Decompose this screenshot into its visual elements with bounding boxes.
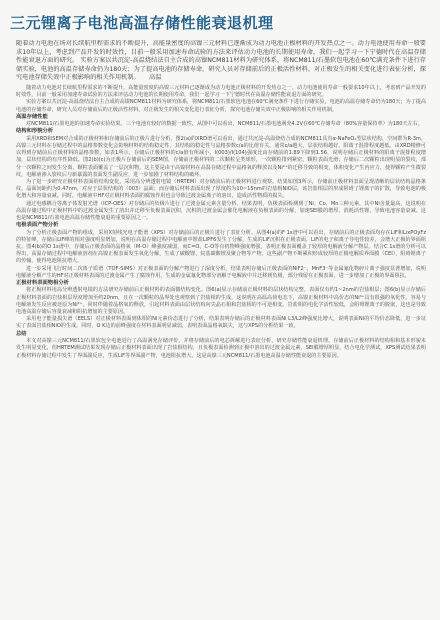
lead-paragraph: 随着动力电池在场对长续航里程需求的不断提升，高能量密度的高镍三元材料已逐渐成为动力电池正极材料的开发热点之一。动力电池使用寿命一般要求10年以上，考虑到产品开发的时效性，目前一般采用加速寿命试验的方法来评估动力电池的长期使用寿命，我们一起学习一下宁德时代在高温存储性能衰退方面的研究。 实验方案以共沉淀-高温烧结法自主合成的高镍NCM811材料为研究体系，将NCM811/石墨软包电池在60℃满充条件下进行存储实验，电池的高温存储寿命仍为180天；为了提高电池的存储寿命，研究人员对存储前后的正极活性材料，对正极发生的相关变化进行表征分析，探究电池存储失效中正极影响的相关作用机制。 高温 — [16, 40, 426, 82]
body-paragraph: 采用XRD和SEM对合成的正极材料和存储前后的正极片进行分析。图2(a)的XRD谱可以看出，通过共沉淀-高温烧结合成的NCM811具有α-NaFeO₂型层状结构，空间群为R-3m。高镍三元材料在存储过程中的晶格参数变化会影响材料的结构稳定性，其结构的稳定性与晶格参数c/a的比值有关。通常c/a越大，层状结构越好，阳离子混排程度越低。由XRD精修可以得到存储前后正极材料的晶格参数，如表1所示，存储后正极材料的c/a值有所减小，I(003)/I(104)强度比由存储前的1.89下降到1.56，说明存储后正极材料的阳离子混排程度增加，层状结构的有序性降低。图2(b)(c)为正极片存储前后的SEM图，存储前正极材料的二次颗粒呈类球形，一次颗粒排列紧密，颗粒表面光滑；存储后二次颗粒出现明显的裂纹，部分一次颗粒之间发生分离，颗粒表面覆盖了一层沉积物。这主要是由于高镍材料在高温存储过程中晶格氧的释放以及Ni²⁺的迁移导致的相变，体积变化产生内应力，使得颗粒产生微裂纹，电解液渗入裂纹后与新暴露的表面发生副反应，进一步加剧了材料结构的破坏。 — [16, 135, 426, 178]
main-section — [16, 85, 426, 360]
section-heading: 电极表面产物分析 — [16, 222, 59, 229]
body-paragraph: 进一步采用飞行时间二次离子质谱（TOF-SIMS）对正极表面的分解产物进行了深度分析，结果表明存储后正极表面的NiF2⁻、MnF3⁻等金属氟化物碎片离子强度显著增加，说明电解液分解产生的HF对正极材料表面的过渡金属产生了腐蚀作用，生成的金属氟化物部分溶解于电解液中并迁移到负极，部分残留在正极表面，进一步增加了正极的界面阻抗。 — [16, 265, 426, 279]
body-paragraph: 为了分析正极表面产物的组成，采用X射线光电子能谱（XPS）对存储前后的正极片进行了表征分析。从图4(a)的F 1s谱中可以看出，存储前后的正极表面均存在LiF和LixPOyFz的特征峰，存储后LiF峰的相对强度明显增加，说明在高温存储过程中电解液中锂盐LiPF6发生了分解，生成的LiF沉积在正极表面，LiF的电子和离子导电性较差，会增大正极的界面阻抗。图4(b)的O 1s谱中，存储后正极表面的晶格氧（M-O）峰强度减弱，而C=O、C-O等有机物峰强度增强，表明正极表面覆盖了较厚的电解液分解产物层。结合C 1s谱的分析可以得出，高温存储过程中电解液溶剂在高镍正极表面发生氧化分解，生成了碳酸锂、烷基碳酸锂及聚合物等产物，这些副产物不断累积形成较厚的正极电解质界面膜（CEI），阻碍锂离子的传输，使得电池阻抗增大。 — [16, 229, 426, 265]
body-paragraph: 通过电感耦合等离子体发射光谱（ICP-OES）对存储后的负极片进行了过渡金属元素含量分析。结果表明，负极表面检测到了Ni、Co、Mn三种元素，其中Ni含量最高，这说明在高温存储过程中正极材料中的过渡金属发生了溶出并迁移至负极表面沉积，沉积的过渡金属会催化电解液在负极表面的分解，加速SEI膜的增厚，消耗活性锂，导致电池容量衰减。这也是NCM811/石墨电池高温存储性能衰退的重要原因之一。 — [16, 200, 426, 222]
section-heading: 总结 — [16, 330, 27, 337]
body-paragraph: 本文对高镍三元NCM811/石墨软包全电池进行了高温满充存储评价，并将存储前后的电芯拆解进行表征分析，研究存储性能衰退机理。存储前后正极材料的结构相和基本形貌未发生明显变化，但HRTEM测试结果发现存储后正极材料表面出现了岩盐相结构，且负极表面检测到正极中溶出的过渡金属元素，SEI膜增厚明显。结合电化学测试，XPS测试结果表明正极材料存储过程中发生了界面副反应，生成LiF等界面副产物，电池阻抗增大，这是高镍三元NCM811/石墨电池高温存储性能衰退的主要原因。 — [16, 338, 426, 359]
body-paragraph: 随着动力电池对长续航里程需求的不断提升，高能量密度的高镍三元材料已逐渐成为动力电池正极材料的开发热点之一。动力电池使用寿命一般要求10年以上，考虑到产品开发的时效性，目前一般采用加速寿命试验的方法来评估动力电池的长期使用寿命，我们一起学习一下宁德时代在高温存储性能衰退方面的研究。 — [16, 84, 426, 99]
lead-section — [16, 40, 426, 83]
body-paragraph: 将正极材料用高分辨透射电镜的方法研究存储前后正极材料的表面微结构变化。图6(a)显示存储前正极材料的层状结构完整，表面仅有约1~2nm的岩盐相层；图6(b)显示存储后正极材料表面的岩盐相层厚度增加至约20nm，且在一次颗粒的晶界处也观察到了岩盐相的生成，这说明在高温高荷电态下，高镍正极材料中高价态的Ni⁴⁺具有很强的氧化性，容易与电解液发生反应被还原为Ni²⁺，同时伴随着晶格氧的释放，引起材料表面由层状结构向尖晶石相和岩盐相的不可逆相变。岩盐相的电化学活性较低，会阻碍锂离子的脱嵌，这也是导致电池高温存储后容量衰减和阻抗增加的主要原因。 — [16, 287, 426, 316]
body-paragraph: 实验方案以共沉淀-高温烧结法自主合成的高镍NCM811材料为研究体系，将NCM811/石墨软包电池在60℃满充条件下进行存储实验，电池的高温存储寿命仍为180天；为了提高电池的存储寿命，研究人员对存储前后的正极活性材料，对正极发生的相关变化进行表征分析，探究电池存储失效中正极影响的相关作用机制。 — [16, 99, 426, 113]
page-title: 三元锂离子电池高温存储性能衰退机理 — [10, 14, 274, 32]
article-body — [16, 40, 426, 614]
section-heading: 正极材料表面物相分析 — [16, 280, 69, 287]
body-paragraph: 采用电子能量损失谱（EELS）对正极材料表面到体相的Ni元素价态进行了分析，结果表明存储后的正极材料表面Ni L3/L2峰强度比增大，说明表面Ni的平均价态降低，进一步证实了表面岩盐相NiO的生成。同时，O K边的前峰强度在材料表面明显减弱，表明表面晶格氧缺失，这与XPS的分析结果一致。 — [16, 316, 426, 330]
section-heading: 结构和形貌分析 — [16, 128, 54, 135]
body-paragraph: 为了进一步研究正极材料表面的结构变化，采用高分辨透射电镜（HRTEM）对存储前后的正极材料进行观察。结果如图3所示，存储前正极材料表面呈现清晰的层状结构晶格条纹，晶面间距约为0.47nm，对应于层状结构的（003）晶面；而存储后材料表面出现了厚度约为10~15nm的岩盐相NiO层，该岩盐相层的形成阻碍了锂离子的扩散，导致电池的极化增大和容量衰减。同时，电解液中HF对正极材料表面的腐蚀作用也会导致过渡金属离子的溶出，造成活性物质的损失。 — [16, 179, 426, 200]
body-paragraph: 对NCM811/石墨电池的加速寿命实验结果。三个电池有较好的数据一致性，从图中可以看出，NCM811/石墨电池满充4.2V在60℃存储寿命（80%容量保持率）为180天左右。 — [26, 121, 423, 128]
section-heading: 高温存储性能 — [16, 113, 48, 120]
